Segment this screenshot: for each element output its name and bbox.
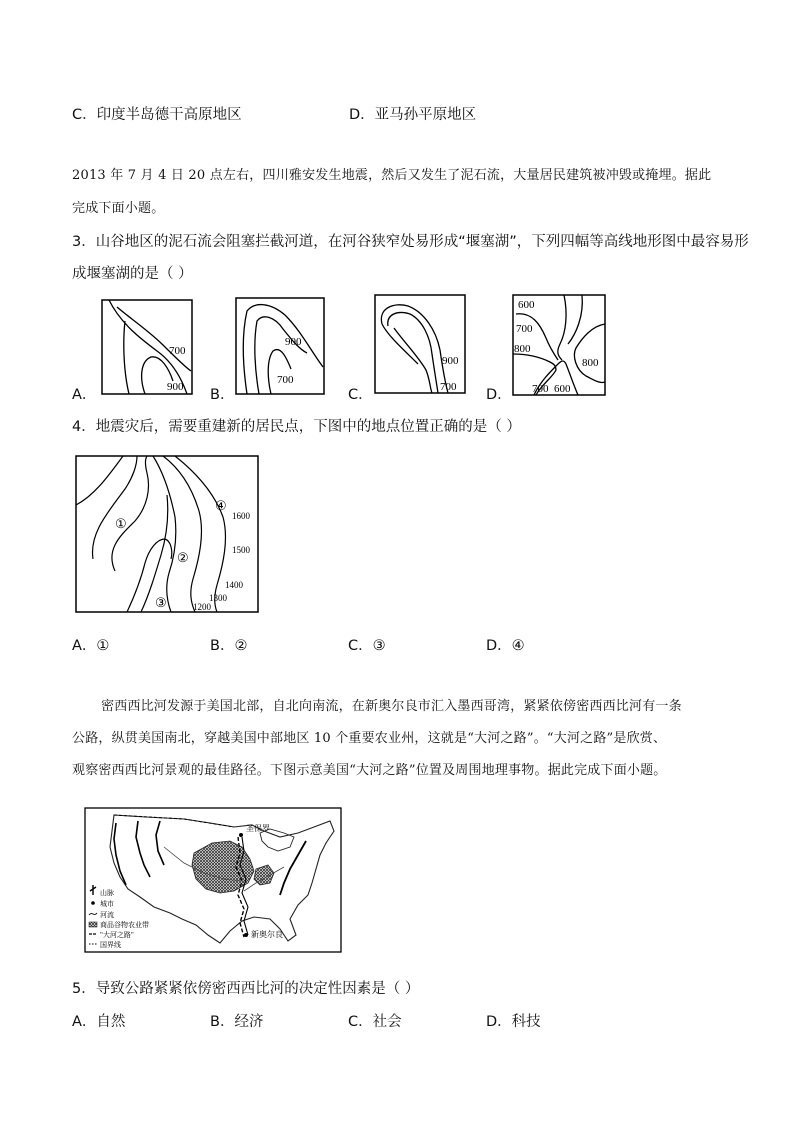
contour-map-a [101, 299, 193, 395]
intro-paragraph-1-line-2: 完成下面小题。 [72, 201, 165, 216]
contour-label-1500: 1500 [232, 545, 250, 555]
legend-great-river-road: "大河之路" [100, 931, 134, 939]
question-3-stem-line-2: 成堰塞湖的是（ ） [72, 266, 193, 282]
city-st-paul-label: 圣保罗 [246, 824, 270, 833]
question-3-stem-line-1: 3．山谷地区的泥石流会阻塞拦截河道，在河谷狭窄处易形成“堰塞湖”，下列四幅等高线地形图中最容易形 [72, 234, 749, 250]
map-d-label-600-bottom: 600 [554, 383, 571, 395]
map-d-label-800-left: 800 [514, 343, 531, 355]
contour-map-d [512, 294, 606, 396]
map-c-label-900: 900 [442, 355, 459, 367]
intro-paragraph-2-line-3: 观察密西西比河景观的最佳路径。下图示意美国“大河之路”位置及周围地理事物。据此完成下面小题。 [72, 763, 667, 778]
q4-option-a: A．① [72, 638, 110, 654]
q3-option-c-label: C． [348, 387, 373, 403]
legend-city: 城市 [100, 900, 114, 908]
option-c: C．印度半岛德干高原地区 [72, 107, 242, 123]
map-d-label-700-left: 700 [516, 323, 533, 335]
map-a-label-700: 700 [169, 345, 186, 357]
city-new-orleans-label: 新奥尔良 [251, 930, 283, 939]
q5-option-a: A．自然 [72, 1014, 126, 1030]
contour-label-1200: 1200 [193, 602, 211, 612]
map-a-label-900: 900 [167, 381, 184, 393]
question-4-stem: 4．地震灾后，需要重建新的居民点，下图中的地点位置正确的是（ ） [72, 419, 521, 435]
legend-border: 国界线 [100, 941, 121, 949]
city-st-paul-dot [239, 833, 243, 837]
option-d: D．亚马孙平原地区 [349, 107, 477, 123]
point-2: ② [177, 550, 189, 565]
map-d-label-700-bottom: 700 [532, 383, 549, 395]
point-1: ① [115, 516, 127, 531]
point-3: ③ [155, 595, 167, 610]
q4-option-d: D．④ [486, 638, 525, 654]
map-c-label-700: 700 [440, 381, 457, 393]
legend-river: 河流 [100, 911, 114, 919]
contour-map-c [374, 294, 466, 394]
map-d-label-800-right: 800 [582, 357, 599, 369]
map-b-label-700: 700 [277, 374, 294, 386]
map-d-label-600-top: 600 [518, 299, 535, 311]
intro-paragraph-1-line-1: 2013 年 7 月 4 日 20 点左右，四川雅安发生地震，然后又发生了泥石流，大量居民建筑被冲毁或掩埋。据此 [72, 168, 712, 183]
us-great-river-road-map [84, 807, 342, 953]
q3-option-d-label: D． [486, 387, 512, 403]
intro-paragraph-2-line-2: 公路，纵贯美国南北，穿越美国中部地区 10 个重要农业州，这就是“大河之路”。“大河之路”是欣赏、 [72, 731, 667, 746]
q5-option-b: B．经济 [210, 1014, 264, 1030]
question-5-stem: 5．导致公路紧紧依傍密西西比河的决定性因素是（ ） [72, 981, 420, 997]
contour-label-1300: 1300 [209, 593, 227, 603]
legend-grain-belt: 商品谷物农业带 [100, 921, 149, 929]
contour-label-1600: 1600 [232, 511, 250, 521]
q5-option-c: C．社会 [348, 1014, 402, 1030]
q4-option-b: B．② [210, 638, 248, 654]
settlement-contour-map [75, 455, 259, 615]
contour-label-1400: 1400 [225, 580, 243, 590]
q5-option-d: D．科技 [486, 1014, 541, 1030]
point-4: ④ [215, 498, 227, 513]
map-b-label-900: 900 [285, 336, 302, 348]
q4-option-c: C．③ [348, 638, 386, 654]
legend-mountain: 山脉 [100, 889, 114, 897]
intro-paragraph-2-line-1: 密西西比河发源于美国北部，自北向南流，在新奥尔良市汇入墨西哥湾，紧紧依傍密西西比河有一条 [101, 699, 682, 714]
contour-map-b [235, 297, 325, 395]
q3-option-a-label: A． [72, 387, 97, 403]
q3-option-b-label: B． [210, 387, 235, 403]
city-new-orleans-dot [244, 933, 248, 937]
